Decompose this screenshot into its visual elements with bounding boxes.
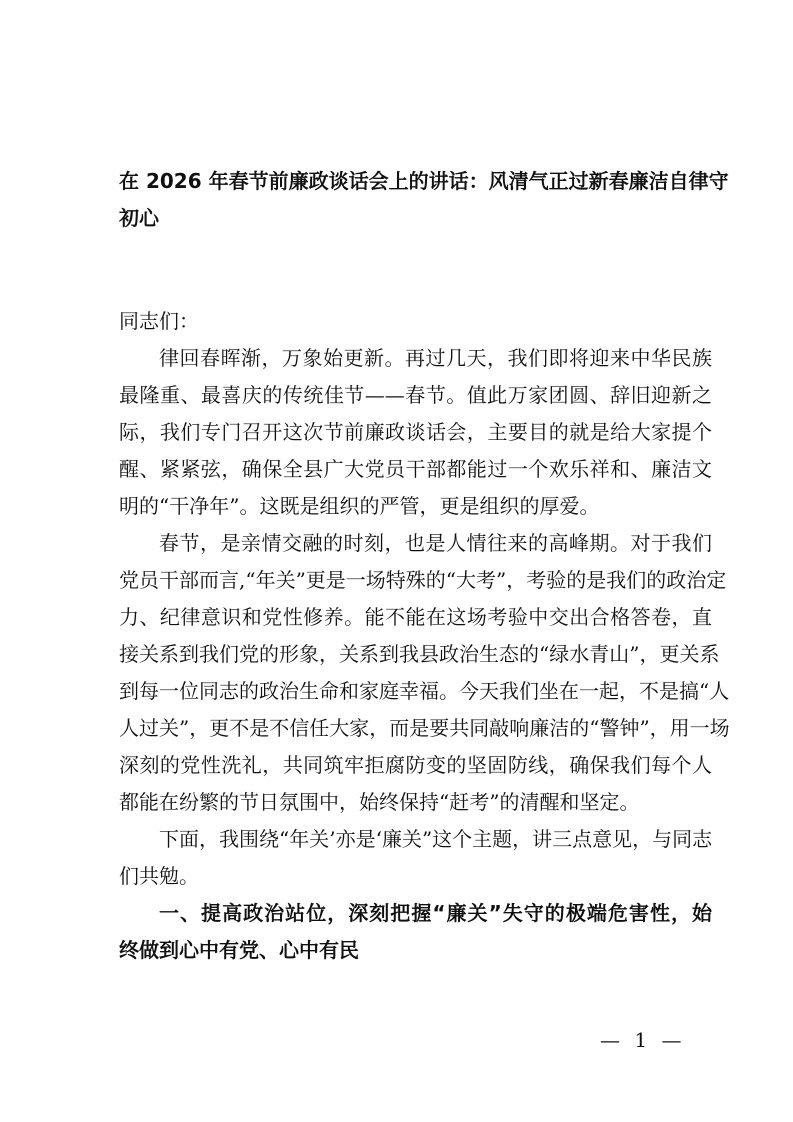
paragraph [119, 525, 730, 821]
text-line: 际，我们专门召开这次节前廉政谈话会，主要目的就是给大家提个 [119, 420, 712, 444]
text-line: 到每一位同志的政治生命和家庭幸福。今天我们坐在一起，不是搞“人 [119, 679, 730, 703]
heading-line: 终做到心中有党、心中有民 [119, 938, 359, 962]
document-body [119, 303, 730, 969]
text-line: 春节，是亲情交融的时刻，也是人情往来的高峰期。对于我们 [159, 531, 712, 555]
text-line: 党员干部而言,“年关”更是一场特殊的“大考”，考验的是我们的政治定 [119, 568, 727, 592]
text-line: 律回春晖渐，万象始更新。再过几天，我们即将迎来中华民族 [159, 346, 712, 370]
text-line: 醒、紧紧弦，确保全县广大党员干部都能过一个欢乐祥和、廉洁文 [119, 457, 712, 481]
title-line: 初心 [119, 206, 159, 230]
text-line: 最隆重、最喜庆的传统佳节——春节。值此万家团圆、辞旧迎新之 [119, 383, 712, 407]
text-line: 接关系到我们党的形象，关系到我县政治生态的“绿水青山”，更关系 [119, 642, 720, 666]
text-line: 深刻的党性洗礼，共同筑牢拒腐防变的坚固防线，确保我们每个人 [119, 753, 712, 777]
text-line: 明的“干净年”。这既是组织的严管，更是组织的厚爱。 [119, 494, 600, 518]
text-line: 们共勉。 [119, 864, 199, 888]
section-heading [119, 895, 712, 969]
paragraph [119, 340, 712, 525]
text-line: 下面，我围绕“年关’亦是‘廉关”这个主题，讲三点意见，与同志 [159, 827, 713, 851]
title-line: 在 2026 年春节前廉政谈话会上的讲话：风清气正过新春廉洁自律守 [119, 169, 729, 193]
text-line: 都能在纷繁的节日氛围中，始终保持“赶考”的清醒和坚定。 [119, 790, 640, 814]
heading-line: 一、提高政治站位，深刻把握“廉关”失守的极端危害性，始 [159, 901, 712, 925]
salutation: 同志们： [119, 309, 199, 333]
text-line: 人过关”，更不是不信任大家，而是要共同敲响廉洁的“警钟”，用一场 [119, 716, 730, 740]
text-line: 力、纪律意识和党性修养。能不能在这场考验中交出合格答卷，直 [119, 605, 712, 629]
page-number: — 1 — [600, 1028, 686, 1052]
document-title [119, 163, 729, 237]
paragraph [119, 821, 712, 895]
